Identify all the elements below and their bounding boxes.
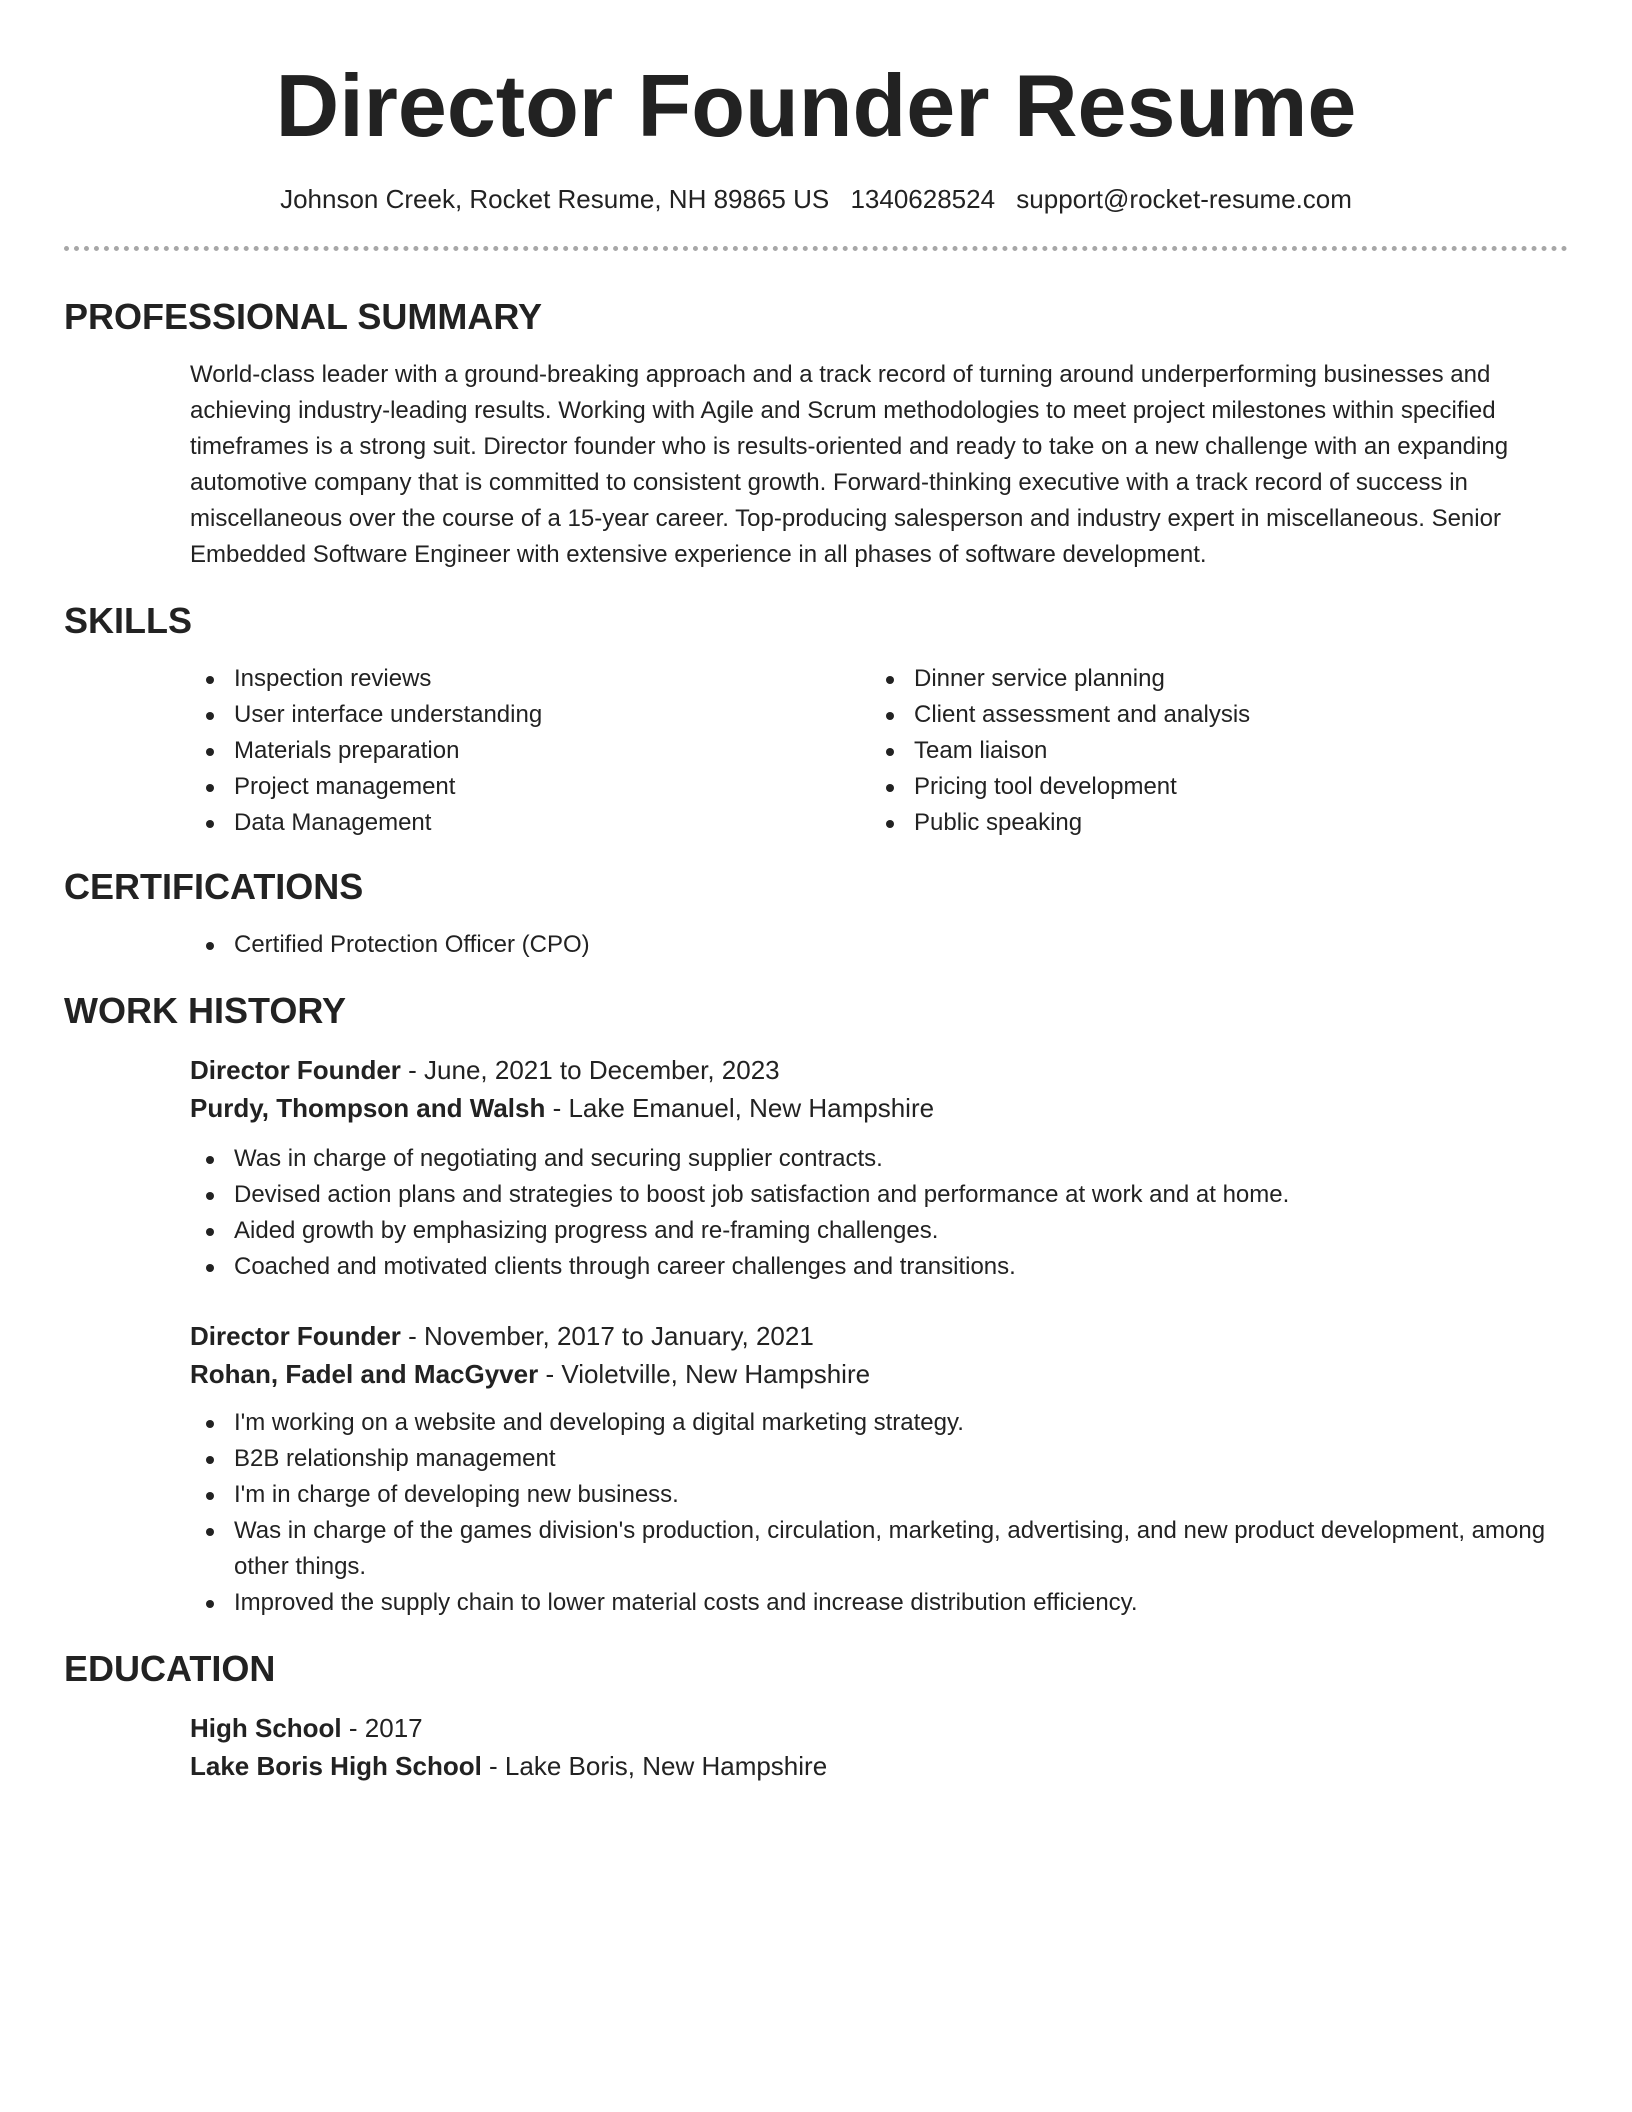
education-entry	[190, 1709, 1568, 1785]
degree: High School	[190, 1713, 342, 1743]
summary-section	[190, 357, 1568, 573]
list-item: Team liaison	[870, 733, 1550, 769]
list-item: I'm working on a website and developing a digital marketing strategy.	[190, 1405, 1568, 1441]
certifications-section	[190, 927, 1568, 963]
job-title-line	[190, 1051, 1568, 1089]
education-heading: EDUCATION	[64, 1648, 276, 1689]
list-item: Certified Protection Officer (CPO)	[190, 927, 1568, 963]
list-item: Was in charge of negotiating and securing supplier contracts.	[190, 1141, 1568, 1177]
job-location: - Violetville, New Hampshire	[538, 1359, 871, 1389]
job-title: Director Founder	[190, 1055, 401, 1085]
job-entry	[190, 1051, 1568, 1285]
list-item: Inspection reviews	[190, 661, 870, 697]
list-item: Aided growth by emphasizing progress and re-framing challenges.	[190, 1213, 1568, 1249]
job-company-line	[190, 1089, 1568, 1127]
list-item: Devised action plans and strategies to boost job satisfaction and performance at work and at home.	[190, 1177, 1568, 1213]
job-bullets	[190, 1405, 1568, 1621]
job-dates: - June, 2021 to December, 2023	[400, 1055, 780, 1085]
job-bullets	[190, 1141, 1568, 1285]
job-location: - Lake Emanuel, New Hampshire	[545, 1093, 935, 1123]
list-item: User interface understanding	[190, 697, 870, 733]
summary-text: World-class leader with a ground-breaking approach and a track record of turning around underperforming businesses and achieving industry-leading results. Working with Agile and Scrum methodologies to meet project milestones within specified timeframes is a strong suit. Director founder who is results-oriented and ready to take on a new challenge with an expanding automotive company that is committed to consistent growth. Forward-thinking executive with a track record of success in miscellaneous over the course of a 15-year career. Top-producing salesperson and industry expert in miscellaneous. Senior Embedded Software Engineer with extensive experience in all phases of software development.	[190, 361, 1509, 568]
list-item: I'm in charge of developing new business.	[190, 1477, 1568, 1513]
contact-email: support@rocket-resume.com	[1016, 184, 1352, 214]
job-title-line	[190, 1317, 1568, 1355]
contact-line	[64, 182, 1568, 216]
summary-heading: PROFESSIONAL SUMMARY	[64, 296, 543, 337]
school-name: Lake Boris High School	[190, 1751, 482, 1781]
list-item: Was in charge of the games division's production, circulation, marketing, advertising, and new product development, among other things.	[190, 1513, 1568, 1585]
list-item: Pricing tool development	[870, 769, 1550, 805]
school-line	[190, 1747, 1568, 1785]
degree-year: - 2017	[341, 1713, 423, 1743]
skills-heading: SKILLS	[64, 600, 193, 641]
list-item: Improved the supply chain to lower material costs and increase distribution efficiency.	[190, 1585, 1568, 1621]
certifications-heading: CERTIFICATIONS	[64, 866, 364, 907]
certifications-list	[190, 927, 1568, 963]
job-company: Purdy, Thompson and Walsh	[190, 1093, 546, 1123]
school-location: - Lake Boris, New Hampshire	[481, 1751, 828, 1781]
list-item: Public speaking	[870, 805, 1550, 841]
job-company-line	[190, 1355, 1568, 1393]
skills-right-column	[870, 661, 1550, 841]
list-item: Coached and motivated clients through career challenges and transitions.	[190, 1249, 1568, 1285]
skills-left-column	[190, 661, 870, 841]
skills-list	[190, 661, 1568, 841]
list-item: Data Management	[190, 805, 870, 841]
list-item: Client assessment and analysis	[870, 697, 1550, 733]
work-history-heading: WORK HISTORY	[64, 990, 347, 1031]
resume-page	[64, 0, 1568, 1785]
resume-title: Director Founder Resume	[275, 56, 1357, 155]
list-item: Materials preparation	[190, 733, 870, 769]
job-title: Director Founder	[190, 1321, 401, 1351]
list-item: Project management	[190, 769, 870, 805]
degree-line	[190, 1709, 1568, 1747]
header-divider	[64, 246, 1568, 251]
job-dates: - November, 2017 to January, 2021	[400, 1321, 814, 1351]
list-item: Dinner service planning	[870, 661, 1550, 697]
job-company: Rohan, Fadel and MacGyver	[190, 1359, 539, 1389]
job-entry	[190, 1317, 1568, 1621]
list-item: B2B relationship management	[190, 1441, 1568, 1477]
contact-address: Johnson Creek, Rocket Resume, NH 89865 US	[280, 184, 830, 214]
contact-phone: 1340628524	[850, 184, 996, 214]
